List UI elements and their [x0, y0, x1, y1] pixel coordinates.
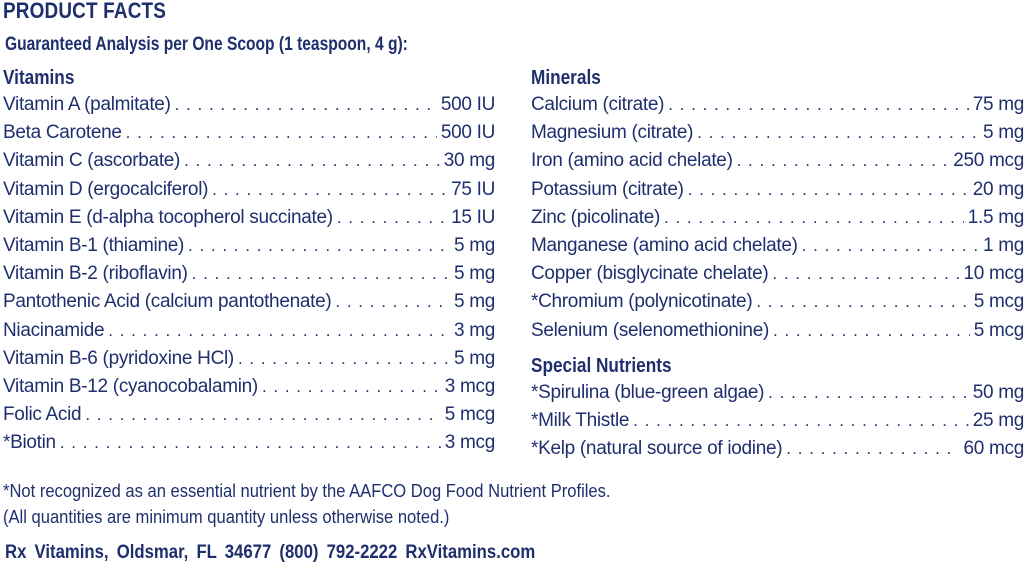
nutrient-name: *Biotin [3, 432, 56, 454]
nutrient-amount: 5 mg [453, 347, 495, 369]
nutrient-row [3, 317, 495, 345]
nutrient-amount: 500 IU [440, 122, 495, 144]
dot-leader [802, 232, 979, 260]
guaranteed-analysis-subtitle: Guaranteed Analysis per One Scoop (1 teaspoon, 4 g): [5, 34, 408, 55]
nutrient-row [3, 147, 495, 175]
nutrient-amount: 3 mg [453, 319, 495, 341]
nutrient-name: Folic Acid [3, 404, 82, 426]
nutrient-row [531, 147, 1024, 175]
nutrient-amount: 3 mcg [444, 375, 495, 397]
nutrient-name: Vitamin A (palmitate) [3, 94, 171, 115]
nutrient-row [3, 176, 495, 204]
page-title: PRODUCT FACTS [3, 0, 167, 23]
dot-leader [772, 260, 959, 288]
dot-leader [668, 91, 968, 119]
nutrient-row [531, 407, 1024, 435]
dot-leader [192, 260, 450, 288]
nutrient-name: *Milk Thistle [531, 409, 630, 431]
dot-leader [664, 204, 964, 232]
nutrient-row [3, 345, 495, 373]
nutrient-name: *Spirulina (blue-green algae) [531, 381, 765, 403]
nutrient-row [531, 379, 1024, 407]
nutrient-row [531, 91, 1024, 119]
vitamins-column [3, 65, 495, 457]
vitamins-heading: Vitamins [3, 67, 75, 89]
nutrient-amount: 50 mg [972, 381, 1024, 403]
nutrient-name: *Chromium (polynicotinate) [531, 291, 753, 313]
nutrient-row [3, 288, 495, 316]
dot-leader [188, 232, 450, 260]
nutrient-amount: 1 mg [982, 234, 1024, 256]
nutrient-row [3, 373, 495, 401]
special-nutrients-heading: Special Nutrients [531, 354, 672, 377]
dot-leader [212, 176, 447, 204]
nutrient-amount: 60 mcg [963, 438, 1024, 460]
nutrient-amount: 1.5 mg [967, 206, 1024, 228]
nutrient-amount: 75 mg [972, 94, 1024, 115]
nutrient-name: Pantothenic Acid (calcium pantothenate) [3, 291, 332, 313]
nutrient-row [3, 204, 495, 232]
dot-leader [184, 147, 440, 175]
nutrient-amount: 10 mcg [963, 263, 1024, 285]
nutrient-row [531, 435, 1024, 463]
dot-leader [688, 176, 969, 204]
dot-leader [238, 345, 450, 373]
nutrient-name: Niacinamide [3, 319, 105, 341]
vitamins-list [3, 91, 495, 457]
nutrient-row [3, 401, 495, 429]
dot-leader [633, 407, 969, 435]
nutrient-amount: 500 IU [440, 94, 495, 115]
nutrient-name: Calcium (citrate) [531, 94, 665, 115]
nutrient-amount: 5 mcg [444, 404, 495, 426]
nutrient-row [3, 119, 495, 147]
nutrient-name: Selenium (selenomethionine) [531, 319, 769, 341]
minerals-heading: Minerals [531, 67, 601, 89]
dot-leader [756, 288, 969, 316]
nutrient-amount: 5 mcg [973, 291, 1024, 313]
dot-leader [773, 317, 970, 345]
nutrient-amount: 15 IU [451, 206, 495, 228]
nutrient-name: Beta Carotene [3, 122, 122, 144]
nutrient-amount: 75 IU [451, 178, 495, 200]
nutrient-amount: 250 mcg [953, 150, 1024, 172]
nutrient-amount: 5 mg [453, 234, 495, 256]
nutrient-row [531, 317, 1024, 345]
dot-leader [60, 429, 441, 457]
nutrient-name: Vitamin D (ergocalciferol) [3, 178, 209, 200]
nutrient-amount: 30 mg [443, 150, 495, 172]
nutrient-row [3, 429, 495, 457]
nutrient-row [3, 232, 495, 260]
footnote-aafco: *Not recognized as an essential nutrient by the AAFCO Dog Food Nutrient Profiles. [3, 481, 611, 501]
nutrient-name: *Kelp (natural source of iodine) [531, 438, 783, 460]
nutrient-name: Potassium (citrate) [531, 178, 684, 200]
nutrient-name: Vitamin B-6 (pyridoxine HCl) [3, 347, 234, 369]
dot-leader [337, 204, 447, 232]
dot-leader [768, 379, 969, 407]
dot-leader [108, 317, 450, 345]
nutrient-name: Magnesium (citrate) [531, 122, 694, 144]
nutrient-row [531, 176, 1024, 204]
nutrient-amount: 5 mg [453, 263, 495, 285]
nutrient-amount: 5 mg [982, 122, 1024, 144]
dot-leader [85, 401, 440, 429]
nutrient-name: Vitamin B-1 (thiamine) [3, 234, 185, 256]
nutrient-amount: 5 mg [453, 291, 495, 313]
nutrient-name: Zinc (picolinate) [531, 206, 661, 228]
nutrient-name: Vitamin B-2 (riboflavin) [3, 263, 188, 285]
footnote-minimum-quantity: (All quantities are minimum quantity unless otherwise noted.) [3, 507, 450, 527]
minerals-list [531, 91, 1024, 345]
nutrient-row [3, 260, 495, 288]
nutrient-name: Vitamin B-12 (cyanocobalamin) [3, 375, 258, 397]
nutrient-amount: 20 mg [972, 178, 1024, 200]
dot-leader [737, 147, 950, 175]
dot-leader [335, 288, 450, 316]
dot-leader [262, 373, 441, 401]
nutrient-name: Iron (amino acid chelate) [531, 150, 733, 172]
dot-leader [175, 91, 437, 119]
dot-leader [697, 119, 979, 147]
nutrient-amount: 3 mcg [444, 432, 495, 454]
nutrient-row [3, 91, 495, 119]
contact-line: Rx Vitamins, Oldsmar, FL 34677 (800) 792-2222 RxVitamins.com [5, 542, 536, 563]
nutrient-row [531, 232, 1024, 260]
special-nutrients-list [531, 379, 1024, 464]
nutrient-name: Copper (bisglycinate chelate) [531, 263, 769, 285]
dot-leader [786, 435, 959, 463]
nutrient-amount: 25 mg [972, 409, 1024, 431]
dot-leader [126, 119, 437, 147]
nutrient-name: Vitamin C (ascorbate) [3, 150, 181, 172]
nutrient-row [531, 119, 1024, 147]
nutrient-row [531, 260, 1024, 288]
nutrient-amount: 5 mcg [973, 319, 1024, 341]
nutrient-row [531, 288, 1024, 316]
minerals-column [531, 65, 1024, 463]
nutrient-row [531, 204, 1024, 232]
nutrient-name: Manganese (amino acid chelate) [531, 234, 798, 256]
nutrient-name: Vitamin E (d-alpha tocopherol succinate) [3, 206, 333, 228]
